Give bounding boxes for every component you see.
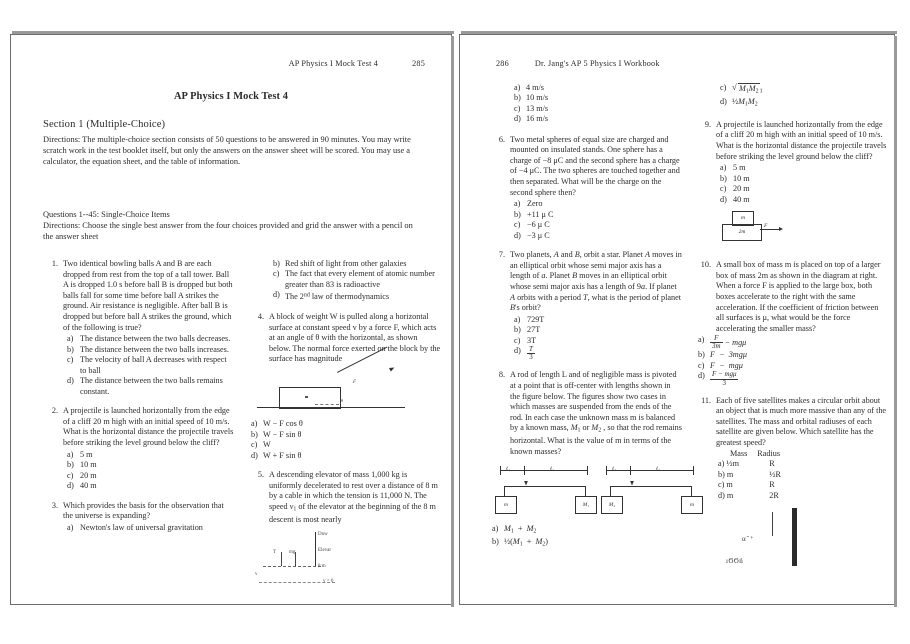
choice-text: The distance between the two balls decreases. — [80, 334, 231, 344]
choice-text: $\frac{1}{2}(M_1 + M_2)$ — [504, 536, 548, 548]
page-left — [10, 34, 452, 605]
choice-text: 27T — [527, 325, 541, 335]
row-mass-cell — [718, 459, 757, 470]
sketch-label-6: mg — [289, 549, 296, 555]
choice-label: c) — [514, 220, 521, 230]
question-11 — [696, 396, 888, 580]
mass-box-unknown: m — [681, 496, 703, 514]
choice-label: c) — [67, 470, 74, 480]
question-1 — [43, 259, 235, 397]
mass-box-m1: M₁ — [575, 496, 597, 514]
row-radius-cell: R — [769, 459, 775, 469]
choice-text: The 2nd law of thermodynamics — [285, 291, 390, 301]
choice-label: d) — [514, 114, 521, 124]
figure-wall-sketch — [696, 506, 888, 580]
table-row[interactable] — [718, 480, 781, 491]
choice-text: The velocity of ball A decreases with respect to ball — [80, 355, 227, 375]
choice-text: $M_1 + M_2$ — [504, 523, 537, 535]
choice-label: c) — [720, 83, 727, 92]
choice-d[interactable] — [514, 231, 682, 242]
column-left — [490, 83, 694, 559]
choice-text: The distance between the two balls remains constant. — [80, 376, 223, 396]
row-radius-cell: 2R — [769, 491, 779, 500]
running-head-title: AP Physics I Mock Test 4 — [288, 59, 379, 68]
choice-text: $\frac{1}{2}M_1M_2$ — [732, 96, 758, 108]
choice-d[interactable] — [698, 371, 888, 386]
force-arrowhead-icon — [779, 227, 783, 231]
mass-value: m — [726, 491, 734, 500]
choice-label: c) — [514, 335, 521, 345]
choice-a[interactable] — [251, 419, 441, 430]
choice-b[interactable] — [251, 430, 441, 441]
choice-label: a) — [718, 459, 725, 469]
page-number: 285 — [412, 59, 425, 68]
force-label: F — [764, 223, 768, 230]
choice-text: 5 m — [733, 163, 746, 173]
question-number: 2. — [51, 406, 58, 416]
choice-text: 13 m/s — [526, 103, 549, 113]
table-row[interactable] — [718, 491, 781, 502]
choice-list — [43, 523, 235, 534]
column-right — [249, 259, 441, 601]
choice-text: W − F cos θ — [263, 419, 303, 429]
hanger-left — [610, 486, 611, 496]
question-stem: A projectile is launched horizontally from the edge of a cliff 20 m high with an initial speed of 10 m/s. What is the horizontal distance the projectile travels before striking the level ground below the cliff? — [716, 119, 887, 161]
choice-text: 16 m/s — [526, 114, 549, 124]
dimension-tick-right — [587, 466, 588, 475]
choice-label: b) — [273, 259, 280, 268]
angle-label: θ — [341, 398, 344, 404]
force-arrowhead-icon — [389, 366, 395, 372]
choice-label: c) — [698, 360, 705, 370]
choice-label: b) — [720, 173, 727, 183]
choice-text: 10 m — [733, 173, 750, 183]
question-stem: Each of five satellites makes a circular orbit about an object that is much more massive than any of the satellites. The mass and orbital radiuses of each satellite are given below. Which satellite has the greatest speed? — [716, 395, 887, 448]
choice-text: 40 m — [733, 194, 750, 204]
directions-text: Directions: The multiple-choice section consists of 50 questions to be answered in 90 minutes. You may write scratch work in the test booklet itself, but only the answers on the answer sheet will be scored. You may use a calculator, the equation sheet, and the table of information. — [43, 135, 411, 167]
choice-text: F − 3mgμ — [710, 350, 747, 360]
question-8 — [490, 370, 694, 549]
dimension-tick-left — [500, 466, 501, 475]
radical-sign-icon: √ — [732, 82, 737, 92]
choice-d[interactable] — [514, 346, 682, 361]
question-stem: A small box of mass m is placed on top of a larger box of mass 2m as shown in the diagram at right. When a force F is applied to the large box, both boxes accelerate to the right with the same acceleration. If the coefficient of friction between all surfaces is μ, what would be the force accelerating the smaller mass? — [716, 260, 881, 333]
choice-c[interactable] — [514, 220, 682, 231]
running-head-right — [496, 59, 660, 68]
choice-label: a) — [720, 163, 727, 173]
figure-elevator-sketch — [249, 530, 441, 592]
choice-d[interactable] — [67, 481, 235, 492]
choice-a[interactable] — [720, 163, 888, 174]
choice-text-tail: − mgμ — [724, 338, 747, 348]
questions-directions: Directions: Choose the single best answer from the four choices provided and grid the answer with a pencil on the answer sheet — [43, 221, 413, 242]
choice-b[interactable] — [698, 350, 888, 361]
row-mass-cell — [718, 491, 757, 502]
dimension-line — [500, 470, 588, 471]
choice-label: b) — [698, 350, 705, 360]
choice-label: d) — [718, 491, 725, 500]
floor-dashed-line — [263, 566, 321, 568]
choice-a[interactable] — [514, 199, 682, 210]
choice-b[interactable] — [492, 537, 682, 550]
choice-a[interactable] — [514, 315, 682, 326]
choice-text: 20 m — [80, 470, 97, 480]
column-header-mass: Mass — [730, 448, 748, 458]
choice-label: d) — [720, 194, 727, 204]
choice-text: −6 μ C — [527, 220, 550, 230]
choice-label: c) — [514, 103, 521, 113]
sketch-line — [772, 512, 773, 536]
choice-d[interactable] — [273, 290, 441, 302]
question-stem: A descending elevator of mass 1,000 kg is uniformly decelerated to rest over a distance of 8 m by a cable in which the tension is 11,000 N. The speed $v_1$ of the elevator at the beginning of the 8 m descent is most nearly — [269, 470, 438, 524]
row-mass-cell — [718, 480, 757, 491]
length-label-1: ℓ₁ — [612, 466, 616, 472]
choice-c[interactable] — [514, 336, 682, 347]
choice-label: c) — [67, 355, 74, 365]
question-number: 3. — [51, 500, 58, 510]
rod-case-1 — [496, 462, 594, 520]
choice-label: d) — [514, 346, 521, 356]
choice-b[interactable] — [514, 210, 682, 221]
choice-list — [43, 334, 235, 397]
running-head-left — [11, 59, 425, 68]
column-right — [696, 83, 888, 589]
choice-label: b) — [67, 460, 74, 470]
choice-label: c) — [273, 269, 280, 279]
choice-text: W + F sin θ — [263, 450, 302, 460]
question-stem: A block of weight W is pulled along a horizontal surface at constant speed v by a force F, which acts at an angle of θ with the horizontal, as shown below. The normal force exerted on the block by the surface has magnitude — [269, 312, 441, 364]
choice-list — [490, 199, 682, 241]
dimension-line — [606, 470, 694, 471]
choice-label: a) — [492, 523, 499, 533]
choice-b[interactable] — [514, 325, 682, 336]
table-header-row — [718, 449, 781, 460]
section-heading: Section 1 (Multiple-Choice) — [43, 119, 166, 130]
choice-a[interactable] — [67, 450, 235, 461]
question-number: 10. — [700, 260, 711, 270]
force-arrow-line — [760, 229, 780, 230]
question-9 — [696, 120, 888, 251]
question-stem: A rod of length L and of negligible mass is pivoted at a point that is off-center with lengths shown in the figure below. The figures show two cases in which masses are suspended from the ends of the rod. In each case the unknown mass m is balanced by a known mass, $M_1$ or $M_2$ , so that the rod remains horizontal. What is the value of m in terms of the known masses? — [510, 370, 682, 457]
satellite-table — [718, 449, 781, 502]
choice-label: d) — [251, 450, 258, 460]
choice-d[interactable] — [720, 195, 888, 206]
choice-fraction: $\frac{T}{3}$ — [529, 345, 533, 362]
mass-box-unknown: m — [495, 496, 517, 514]
choice-text: 20 m — [733, 184, 750, 194]
question-number: 5. — [257, 470, 264, 480]
rod-line — [610, 486, 692, 487]
question-number: 4. — [257, 312, 264, 322]
dimension-tick-middle — [630, 466, 631, 475]
choice-a[interactable] — [698, 335, 888, 350]
dimension-tick-left — [606, 466, 607, 475]
page-number: 286 — [496, 59, 509, 68]
question-number: 7. — [498, 250, 505, 260]
choice-label: b) — [514, 209, 521, 219]
choice-text: The fact that every element of atomic number greater than 83 is radioactive — [285, 269, 435, 289]
choice-a[interactable] — [67, 334, 235, 345]
choice-label: d) — [514, 230, 521, 240]
continued-choice-list — [696, 83, 888, 110]
force-label: F — [353, 380, 357, 386]
choice-b[interactable] — [67, 345, 235, 356]
dimension-tick-right — [693, 466, 694, 475]
dimension-tick-middle — [524, 466, 525, 475]
hanger-right — [585, 486, 586, 496]
choice-c[interactable] — [720, 83, 888, 97]
sketch-label-1: Dnw — [318, 531, 328, 537]
choice-d[interactable] — [514, 114, 682, 124]
choice-label: d) — [273, 290, 280, 300]
choice-c[interactable] — [720, 184, 888, 195]
length-label-2: ℓ₂ — [656, 466, 660, 472]
choice-b[interactable] — [67, 460, 235, 471]
questions-heading: Questions 1--45: Single-Choice Items — [43, 210, 170, 219]
choice-label: a) — [514, 199, 521, 209]
choice-label: d) — [67, 481, 74, 491]
length-label-2: ℓ₂ — [550, 466, 554, 472]
choice-text: F − mgμ — [710, 360, 743, 370]
choice-list — [696, 335, 888, 386]
questions-heading-block — [43, 209, 425, 243]
choice-text: 4 m/s — [526, 83, 544, 92]
block-center-mark — [305, 396, 308, 398]
question-number: 6. — [498, 134, 505, 144]
question-stem: Two metal spheres of equal size are charged and mounted on insulated stands. One sphere has a charge of −8 μC and the second sphere has a charge of −4 μC. The two spheres are touched together and then separated. What will be the charge on the second sphere then? — [510, 134, 680, 197]
page-title: AP Physics I Mock Test 4 — [173, 91, 289, 102]
choice-label: a) — [251, 419, 258, 429]
hanger-right — [691, 486, 692, 496]
choice-b[interactable] — [514, 93, 682, 103]
choice-label: c) — [718, 480, 725, 490]
question-stem: A projectile is launched horizontally from the edge of a cliff 20 m high with an initial speed of 10 m/s. What is the horizontal distance the projectile travels before striking the level ground below the cliff? — [63, 406, 234, 447]
length-label-1: ℓ₁ — [506, 466, 510, 472]
choice-text: 40 m — [80, 481, 97, 491]
choice-label: c) — [251, 440, 258, 450]
choice-label: a) — [67, 449, 74, 459]
mass-value: m — [726, 480, 733, 490]
choice-label: b) — [514, 93, 521, 103]
choice-label: b) — [251, 429, 258, 439]
mass-value: m — [726, 469, 734, 479]
choice-text: 729T — [527, 314, 545, 324]
choice-text: Zero — [527, 199, 543, 209]
sketch-label-4: v = 0 — [323, 578, 334, 584]
choice-text: 10 m/s — [526, 93, 549, 103]
row-radius-cell: ½R — [769, 469, 781, 479]
choice-b[interactable] — [720, 174, 888, 185]
sketch-glyph-lower: ıϬϬń — [726, 556, 744, 565]
choice-c[interactable] — [67, 355, 235, 376]
sketch-label-3: 8 m — [318, 563, 326, 569]
figure-balanced-rods — [490, 462, 694, 520]
hanger-left — [504, 486, 505, 496]
cable-line — [315, 532, 316, 566]
choice-label: a) — [514, 83, 521, 92]
wall-bar — [792, 508, 797, 566]
square-root-expression: √ $M_1M_{21}$ — [732, 83, 763, 97]
table-row[interactable] — [718, 470, 781, 481]
question-10 — [696, 260, 888, 387]
rod-case-2 — [602, 462, 700, 520]
mass-value: ½m — [726, 459, 739, 469]
mass-box-m2: M₂ — [601, 496, 623, 514]
choice-text: 10 m — [80, 460, 97, 470]
choice-label: a) — [698, 335, 705, 345]
choice-text: W − F sin θ — [263, 429, 302, 439]
choice-a[interactable] — [492, 524, 682, 537]
question-number: 11. — [701, 395, 711, 405]
question-6 — [490, 135, 682, 242]
choice-b[interactable] — [273, 259, 441, 269]
choice-d[interactable] — [251, 451, 441, 462]
choice-label: d) — [698, 371, 705, 381]
choice-d[interactable] — [67, 376, 235, 397]
continued-choice-list — [249, 259, 441, 302]
question-stem: Two identical bowling balls A and B are each dropped from rest from the top of a tall tower. Ball A is dropped 1.0 s before ball B is dropped but both balls fall for some time before ball A strikes the ground. Air resistance is negligible. After ball B is dropped but before ball A strikes the ground, which of the following is true? — [63, 259, 233, 332]
choice-text: −3 μ C — [527, 230, 550, 240]
running-head-title: Dr. Jang's AP 5 Physics I Workbook — [534, 59, 660, 68]
question-number: 1. — [51, 259, 58, 268]
choice-c[interactable] — [67, 471, 235, 482]
sketch-glyph-upper: αˆ⁺ — [742, 534, 755, 543]
choice-list — [490, 315, 682, 362]
choice-text: 5 m — [80, 449, 93, 459]
choice-label: b) — [492, 536, 499, 546]
choice-text: 3T — [527, 335, 537, 345]
choice-text: +11 μ C — [527, 209, 554, 219]
angle-reference-line — [315, 404, 339, 405]
question-7 — [490, 250, 682, 361]
choice-list — [43, 450, 235, 492]
question-number: 8. — [498, 370, 505, 380]
rod-line — [504, 486, 586, 487]
choice-label: d) — [67, 376, 74, 386]
choice-label: b) — [718, 469, 725, 479]
block-rectangle — [279, 387, 344, 409]
choice-label: b) — [514, 325, 521, 335]
question-stem: Which provides the basis for the observation that the universe is expanding? — [63, 500, 224, 521]
row-mass-cell — [718, 470, 757, 481]
choice-fraction: $\frac{F}{3m}$ — [712, 334, 721, 351]
choice-d[interactable] — [720, 97, 888, 110]
choice-text: Red shift of light from other galaxies — [285, 259, 407, 268]
choice-c[interactable] — [251, 440, 441, 451]
question-2 — [43, 406, 235, 491]
choice-c[interactable] — [514, 104, 682, 114]
sketch-label-5: T — [273, 549, 277, 555]
choice-a[interactable] — [67, 523, 235, 534]
choice-text: The distance between the two balls increases. — [80, 344, 229, 354]
table-row[interactable] — [718, 459, 781, 470]
figure-stacked-boxes — [696, 209, 888, 251]
choice-label: b) — [67, 344, 74, 354]
choice-label: d) — [720, 96, 727, 106]
row-radius-cell: R — [769, 480, 775, 490]
page-right — [459, 34, 895, 605]
continued-choice-list — [490, 83, 682, 125]
choice-list — [490, 524, 682, 550]
choice-label: c) — [720, 184, 727, 194]
choice-c[interactable] — [273, 269, 441, 290]
choice-text: Newton's law of universal gravitation — [80, 522, 203, 532]
question-4 — [249, 312, 441, 461]
column-left — [43, 259, 235, 542]
large-box: 2m — [722, 224, 762, 241]
choice-list — [696, 163, 888, 205]
question-number: 9. — [704, 119, 711, 129]
small-box: m — [732, 211, 754, 226]
column-header-radius: Radius — [757, 448, 781, 458]
choice-label: a) — [67, 522, 74, 532]
choice-label: a) — [514, 314, 521, 324]
choice-list — [249, 419, 441, 461]
question-5 — [249, 470, 441, 591]
sketch-label-7: v — [255, 571, 258, 577]
choice-text: W — [263, 440, 271, 450]
choice-fraction: $\frac{\text{F − mgμ}}{3}$ — [712, 370, 737, 387]
choice-a[interactable] — [514, 83, 682, 93]
tick-mark-1 — [281, 552, 282, 566]
question-stem: Two planets, A and B, orbit a star. Planet A moves in an elliptical orbit whose semi major axis has a length of a. Planet B moves in an elliptical orbit whose semi major axis has a length of 9a. If planet A orbits with a period T, what is the period of planet B's orbit? — [510, 250, 682, 313]
choice-label: a) — [67, 334, 74, 344]
sketch-label-2: Elevar — [318, 547, 332, 553]
question-3 — [43, 501, 235, 534]
figure-block-on-surface — [249, 369, 441, 415]
